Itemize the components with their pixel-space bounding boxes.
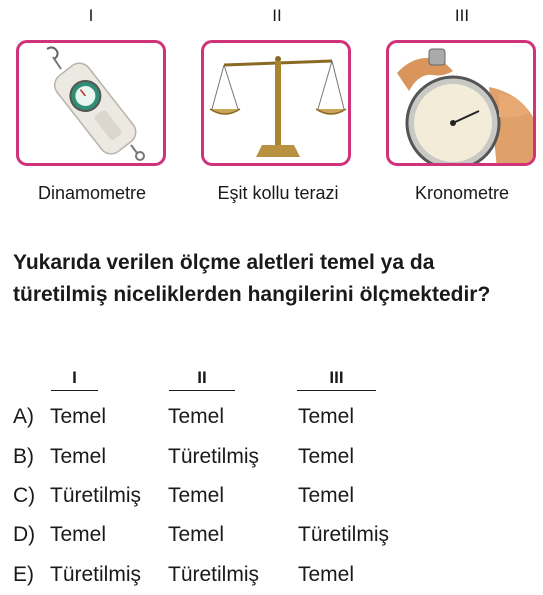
option-value-1: Temel [50, 405, 107, 428]
option-value-3: Temel [298, 405, 355, 428]
balance-scale-image-card [201, 40, 351, 166]
column-header-3: III [297, 368, 376, 391]
figure-caption-1: Dinamometre [37, 183, 147, 203]
option-value-2: Temel [168, 405, 225, 428]
option-value-3: Temel [298, 563, 355, 586]
option-value-3: Temel [298, 484, 355, 507]
option-letter: D) [13, 523, 36, 546]
option-value-2: Türetilmiş [168, 563, 260, 586]
option-value-2: Temel [168, 484, 225, 507]
option-value-1: Türetilmiş [50, 484, 142, 507]
figure-numeral-1: I [88, 6, 94, 25]
balance-scale-icon [204, 43, 351, 166]
figure-numeral-2: II [272, 6, 282, 25]
column-header-2: II [169, 368, 235, 391]
dynamometer-icon [19, 43, 166, 166]
figure-numeral-3: III [454, 6, 470, 25]
option-value-2: Temel [168, 523, 225, 546]
option-letter: E) [13, 563, 34, 586]
question-text: Yukarıda verilen ölçme aletleri temel ya da türetilmiş niceliklerden hangilerini ölçmektedir? [13, 251, 491, 306]
option-letter: A) [13, 405, 34, 428]
option-value-1: Temel [50, 523, 107, 546]
column-header-1: I [51, 368, 98, 391]
stopwatch-image-card [386, 40, 536, 166]
option-value-2: Türetilmiş [168, 445, 260, 468]
stopwatch-icon [389, 43, 536, 166]
option-letter: C) [13, 484, 36, 507]
figure-caption-2: Eşit kollu terazi [217, 183, 339, 203]
option-value-3: Türetilmiş [298, 523, 390, 546]
option-value-3: Temel [298, 445, 355, 468]
option-value-1: Temel [50, 445, 107, 468]
option-letter: B) [13, 445, 34, 468]
dynamometer-image-card [16, 40, 166, 166]
figure-caption-3: Kronometre [414, 183, 510, 203]
option-value-1: Türetilmiş [50, 563, 142, 586]
